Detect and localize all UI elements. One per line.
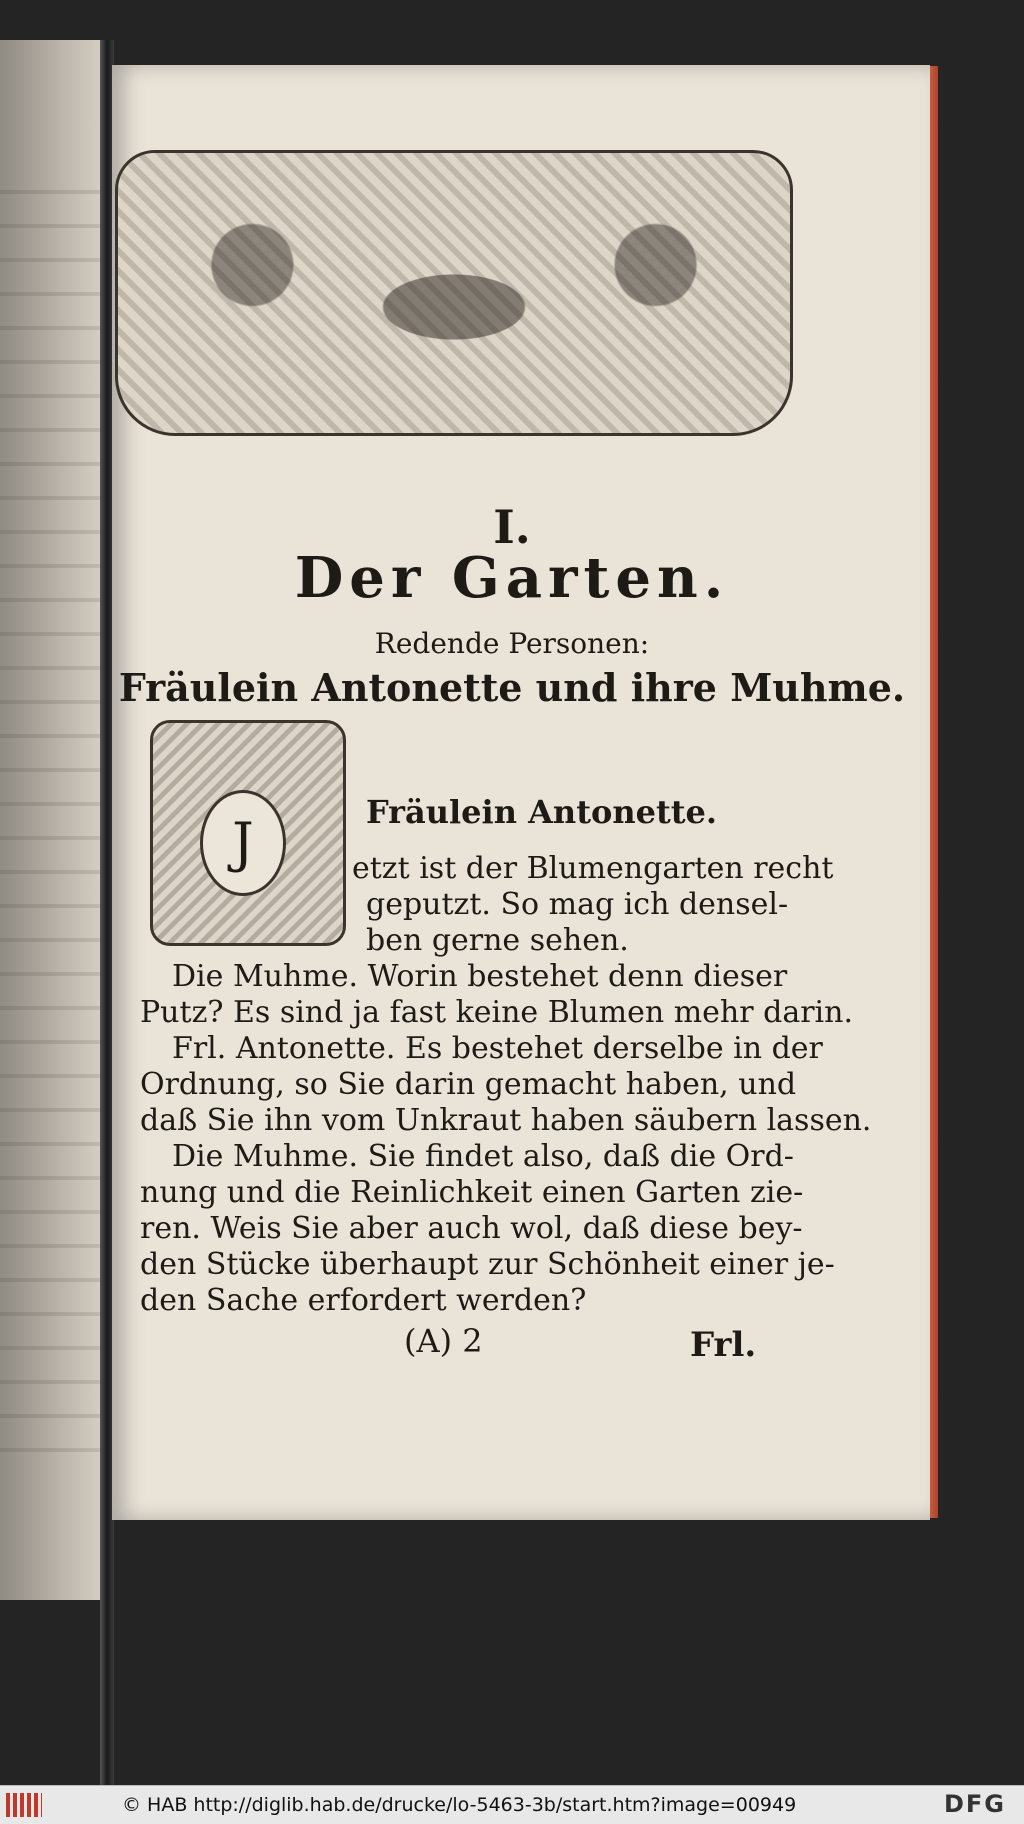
page-red-edge <box>930 66 938 1518</box>
speakers-label: Redende Personen: <box>374 627 650 660</box>
chapter-title: Der Garten. <box>294 545 730 611</box>
text-line-11: ren. Weis Sie aber auch wol, daß diese bey- <box>140 1211 803 1246</box>
speakers-list: Fräulein Antonette und ihre Muhme. <box>118 665 906 710</box>
text-line-3: ben gerne sehen. <box>366 923 629 958</box>
text-line-10: nung und die Reinlichkeit einen Garten zie- <box>140 1175 804 1210</box>
text-line-13: den Sache erfordert werden? <box>140 1283 587 1318</box>
text-line-9: Die Muhme. Sie findet also, daß die Ord- <box>172 1139 794 1174</box>
text-line-7: Ordnung, so Sie darin gemacht haben, und <box>140 1067 797 1102</box>
hab-logo-icon <box>6 1793 42 1817</box>
credit-text: © HAB http://diglib.hab.de/drucke/lo-5463-3b/start.htm?image=00949 <box>122 1794 797 1816</box>
decorated-initial-letter: J <box>200 790 286 896</box>
credit-bar <box>0 1785 1024 1824</box>
signature-mark: (A) 2 <box>404 1322 483 1360</box>
previous-page-edge <box>0 40 108 1600</box>
text-line-12: den Stücke überhaupt zur Schönheit einer je- <box>140 1247 835 1282</box>
text-line-5: Putz? Es sind ja fast keine Blumen mehr darin. <box>140 995 854 1030</box>
text-line-2: geputzt. So mag ich densel- <box>366 887 789 922</box>
first-speaker-heading: Fräulein Antonette. <box>366 793 717 831</box>
text-line-1: etzt ist der Blumengarten recht <box>352 851 834 886</box>
text-line-6: Frl. Antonette. Es bestehet derselbe in der <box>172 1031 823 1066</box>
chapter-number: I. <box>493 500 531 554</box>
dfg-logo: DFG <box>943 1790 1006 1818</box>
ornamental-headpiece <box>115 150 793 436</box>
catchword: Frl. <box>690 1325 757 1365</box>
text-line-4: Die Muhme. Worin bestehet denn dieser <box>172 959 788 994</box>
text-line-8: daß Sie ihn vom Unkraut haben säubern lassen. <box>140 1103 872 1138</box>
